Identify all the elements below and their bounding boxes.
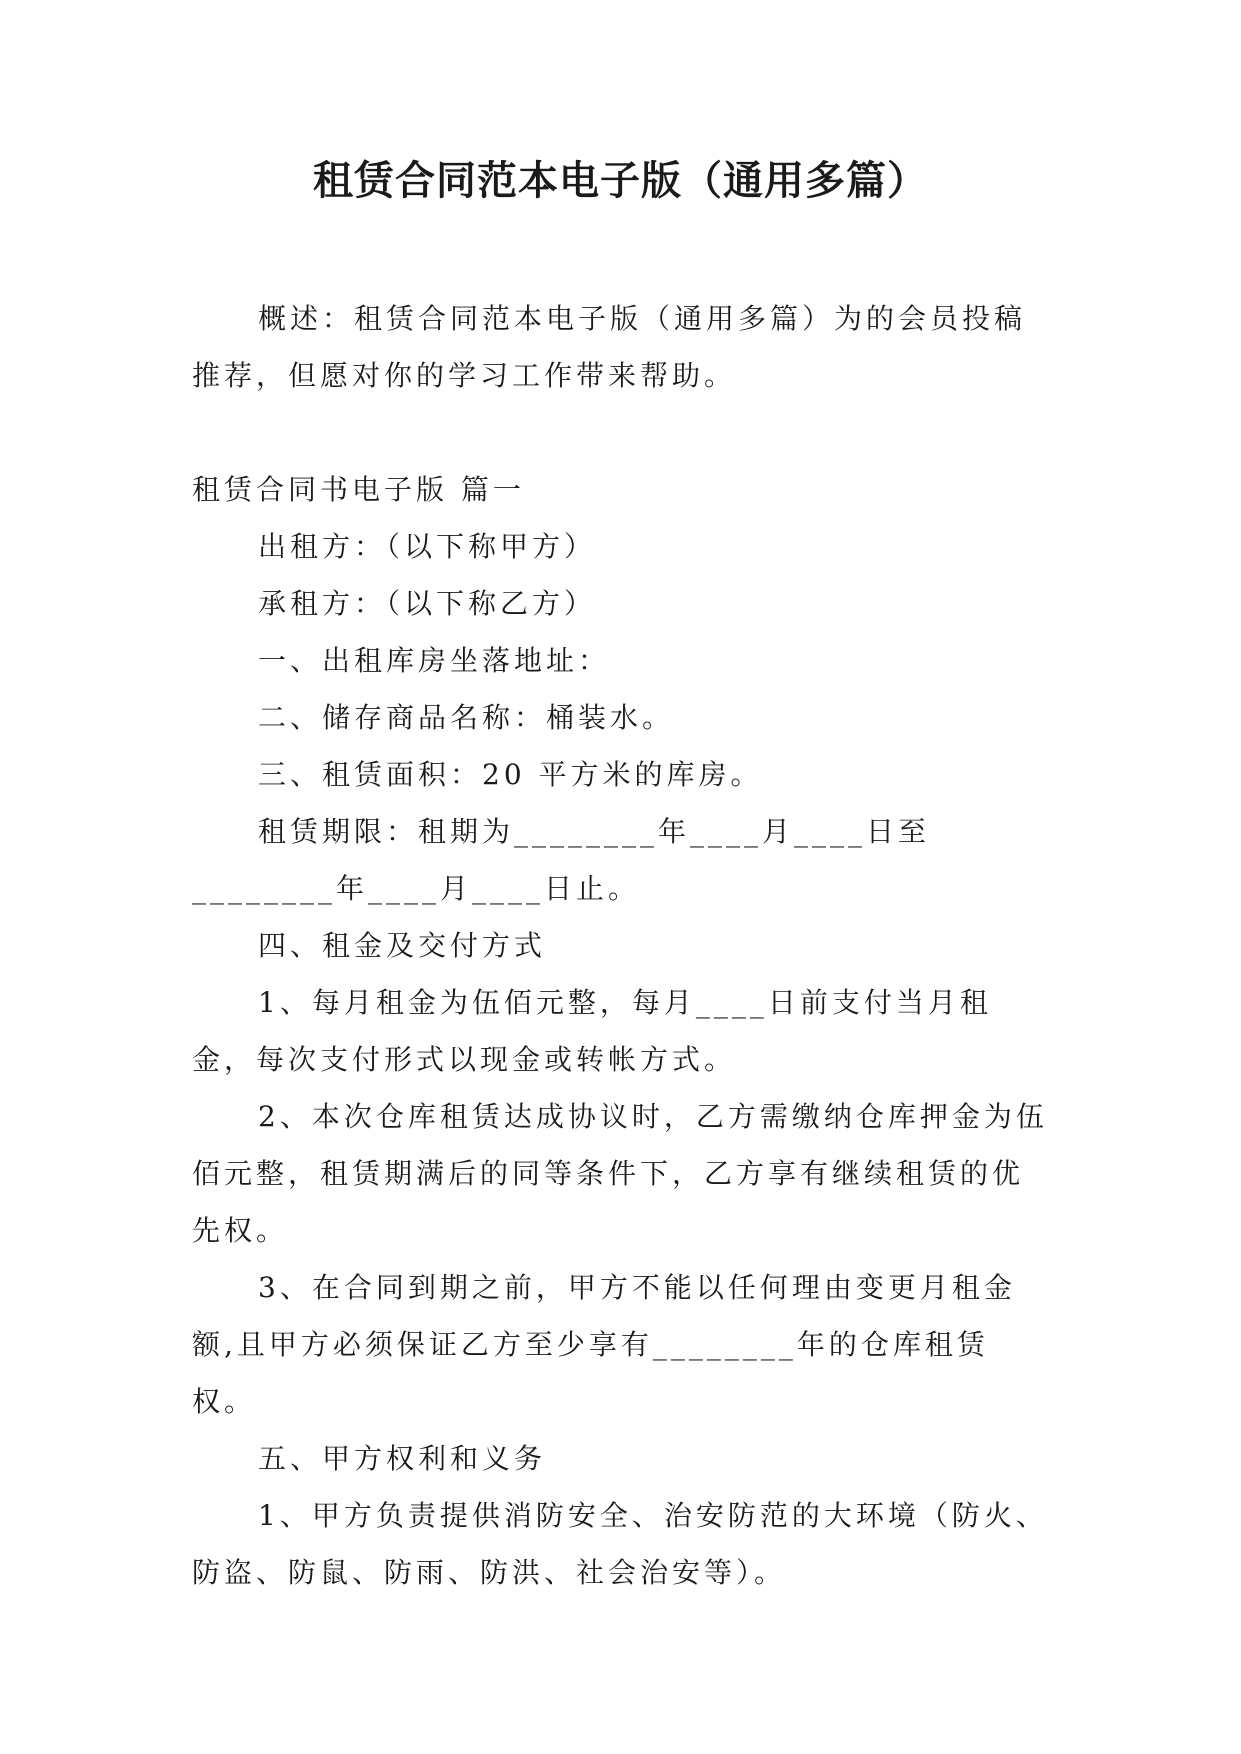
document-title: 租赁合同范本电子版（通用多篇）: [313, 157, 928, 204]
paragraph-rental-term: 租赁期限：租期为________年____月____日至________年____月____日止。: [192, 815, 931, 905]
paragraph-monthly-rent: 1、每月租金为伍佰元整，每月____日前支付当月租金，每次支付形式以现金或转帐方式。: [192, 986, 992, 1076]
paragraph-party-a-duty: 1、甲方负责提供消防安全、治安防范的大环境（防火、防盗、防鼠、防雨、防洪、社会治安等）。: [192, 1499, 1048, 1589]
paragraph-lessor: 出租方：（以下称甲方）: [258, 530, 597, 563]
paragraph-rental-area: 三、租赁面积：20 平方米的库房。: [258, 758, 763, 791]
summary-paragraph: 概述：租赁合同范本电子版（通用多篇）为的会员投稿推荐，但愿对你的学习工作带来帮助。: [192, 302, 1027, 392]
paragraph-party-a-heading: 五、甲方权利和义务: [258, 1442, 547, 1475]
paragraph-lessee: 承租方：（以下称乙方）: [258, 587, 597, 620]
paragraph-rent-heading: 四、租金及交付方式: [258, 929, 547, 962]
paragraph-warehouse-address: 一、出租库房坐落地址：: [258, 644, 611, 677]
document-body: [192, 290, 1052, 1601]
paragraph-goods-name: 二、储存商品名称：桶装水。: [258, 701, 675, 734]
paragraph-deposit: 2、本次仓库租赁达成协议时，乙方需缴纳仓库押金为伍佰元整，租赁期满后的同等条件下，乙方享有继续租赁的优先权。: [192, 1100, 1048, 1247]
paragraph-rent-change: 3、在合同到期之前，甲方不能以任何理由变更月租金额,且甲方必须保证乙方至少享有________年的仓库租赁权。: [192, 1271, 1016, 1418]
section-heading: 租赁合同书电子版 篇一: [192, 473, 525, 506]
